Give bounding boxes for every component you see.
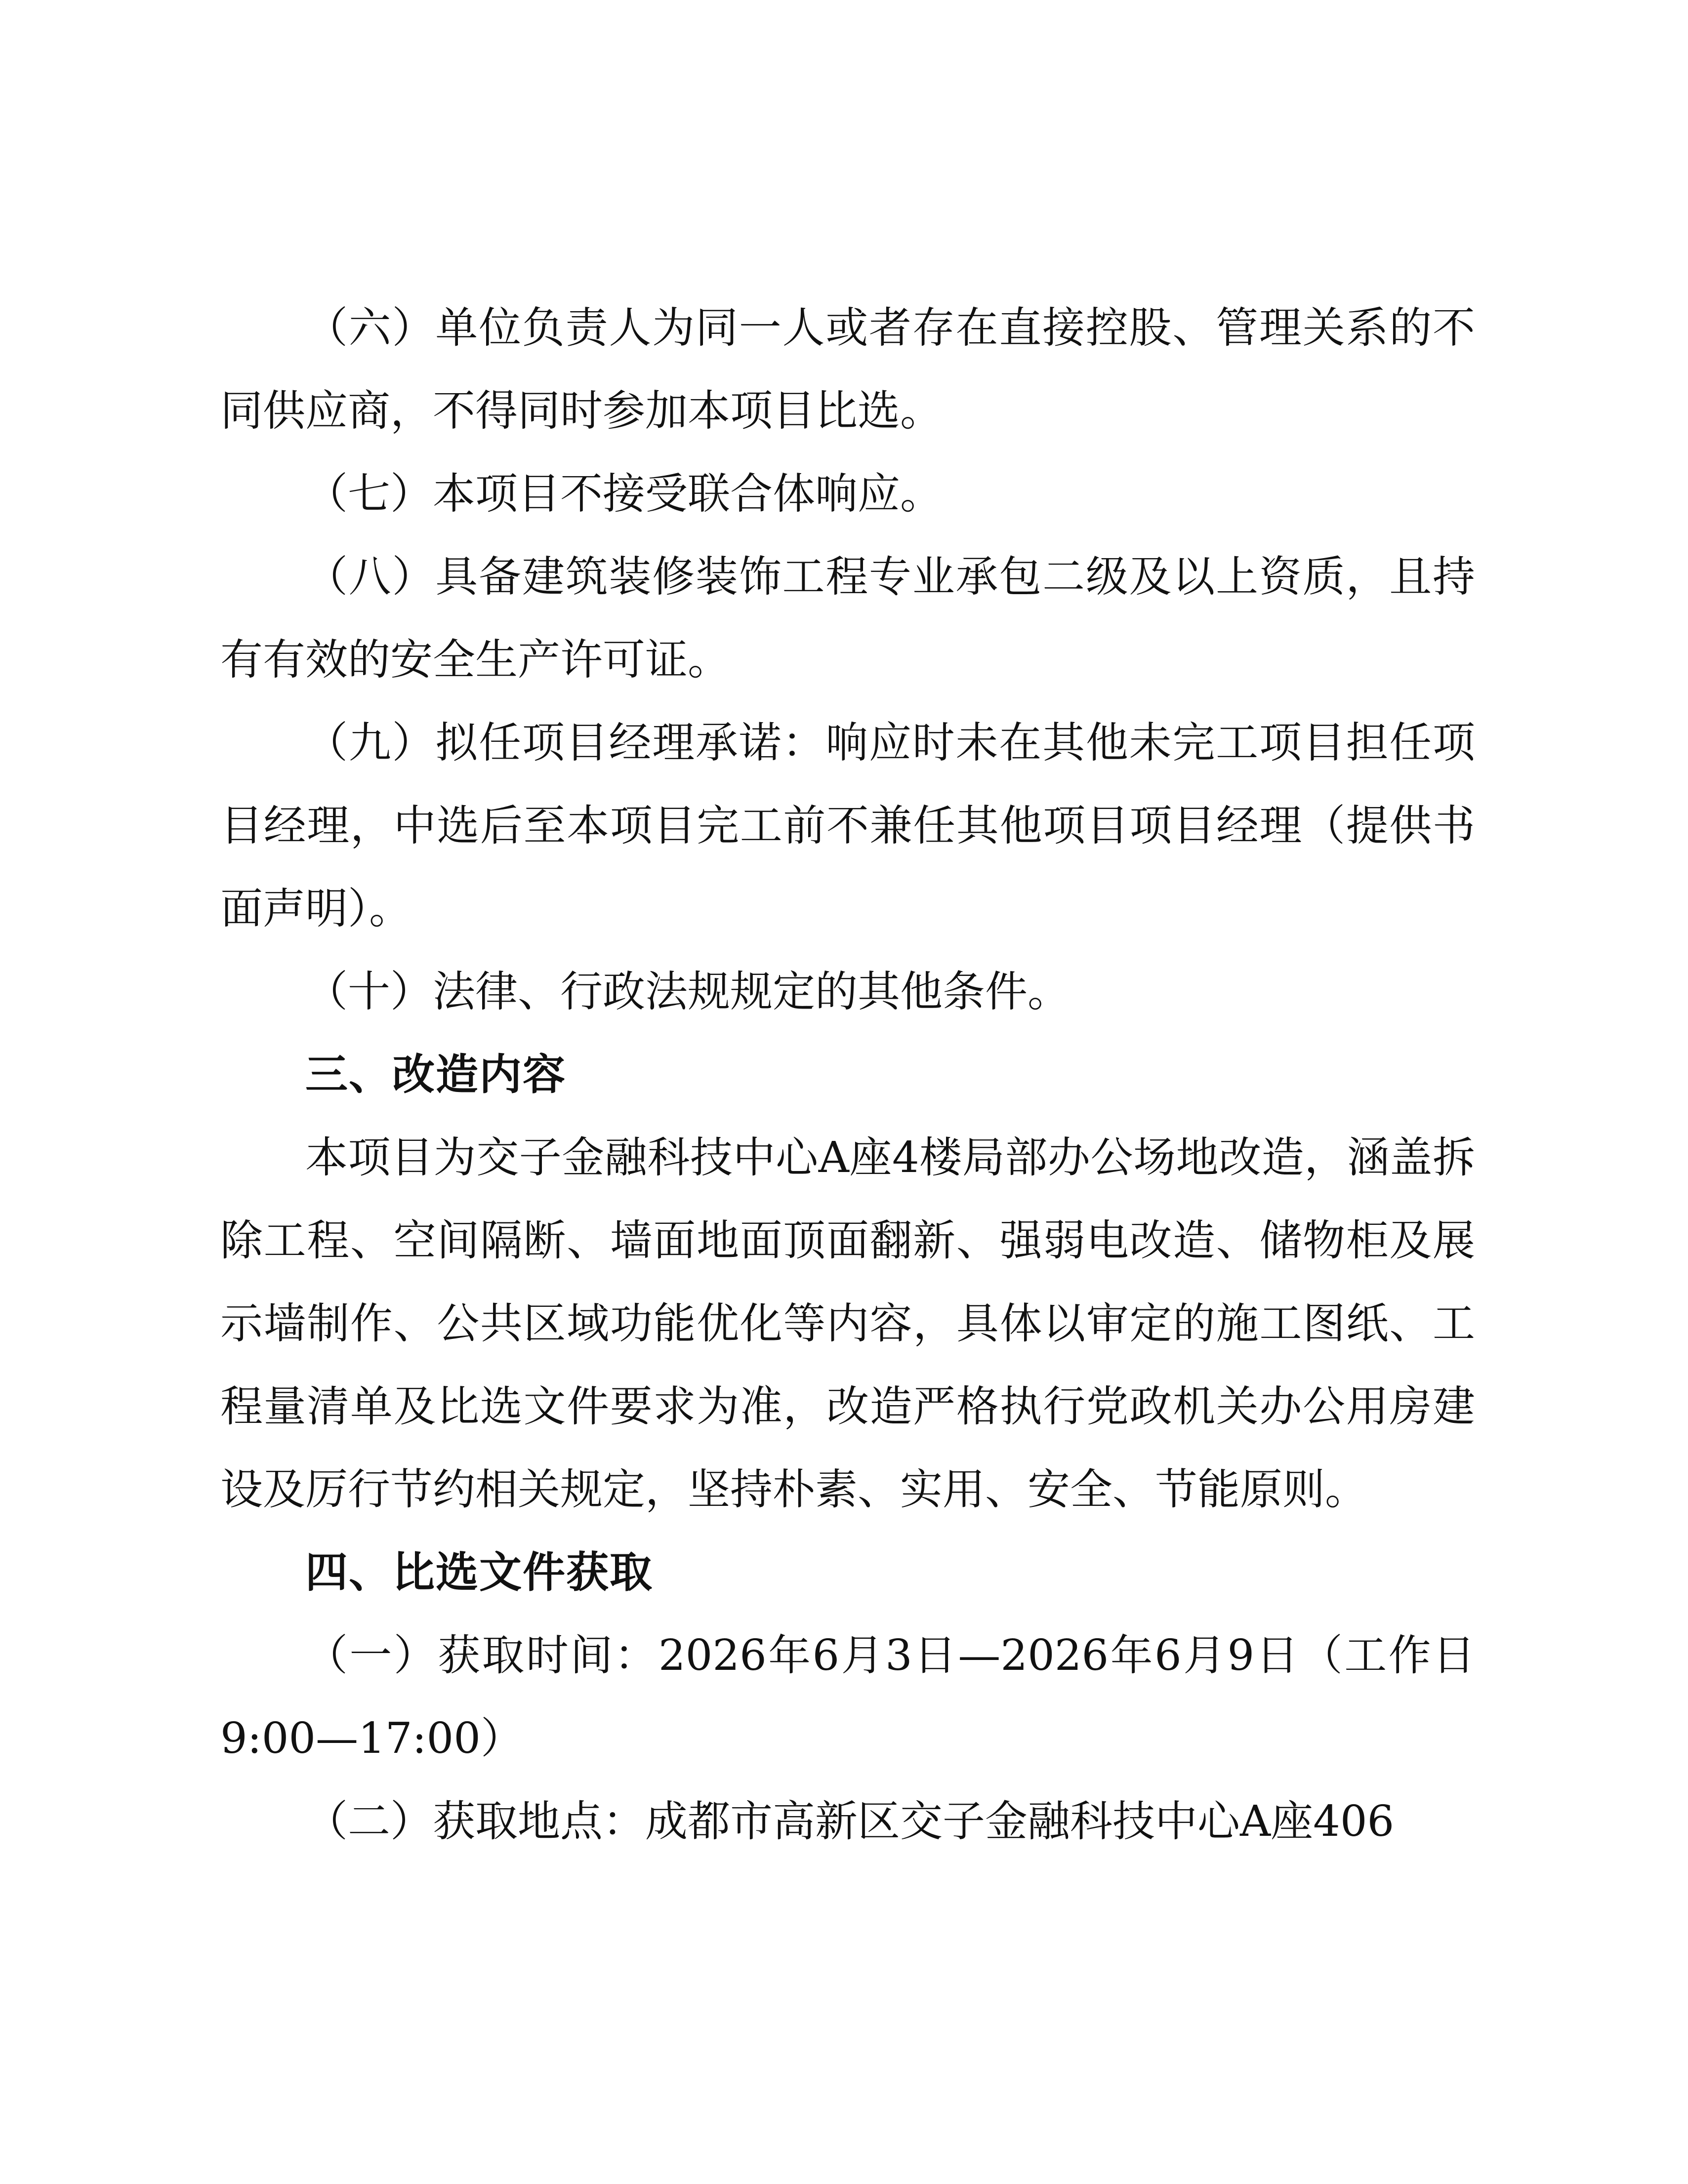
document-body (220, 286, 1475, 1863)
requirement-item-6: （六）单位负责人为同一人或者存在直接控股、管理关系的不同供应商，不得同时参加本项目比选。 (220, 303, 1475, 436)
section-3-body: 本项目为交子金融科技中心A座4楼局部办公场地改造，涵盖拆除工程、空间隔断、墙面地面顶面翻新、强弱电改造、储物柜及展示墙制作、公共区域功能优化等内容，具体以审定的施工图纸、工程量清单及比选文件要求为准，改造严格执行党政机关办公用房建设及厉行节约相关规定，坚持朴素、实用、安全、节能原则。 (220, 1133, 1475, 1514)
section-4-heading: 四、比选文件获取 (305, 1548, 653, 1597)
requirement-item-8: （八）具备建筑装修装饰工程专业承包二级及以上资质，且持有有效的安全生产许可证。 (220, 552, 1475, 685)
acquisition-time: （一）获取时间：2026年6月3日—2026年6月9日（工作日9:00—17:00） (220, 1631, 1475, 1763)
requirement-item-9: （九）拟任项目经理承诺：响应时未在其他未完工项目担任项目经理，中选后至本项目完工前不兼任其他项目项目经理（提供书面声明）。 (220, 718, 1475, 933)
section-3-heading: 三、改造内容 (305, 1050, 566, 1099)
requirement-item-7: （七）本项目不接受联合体响应。 (305, 469, 943, 519)
requirement-item-10: （十）法律、行政法规规定的其他条件。 (305, 967, 1070, 1016)
acquisition-location: （二）获取地点：成都市高新区交子金融科技中心A座406 (305, 1797, 1395, 1846)
